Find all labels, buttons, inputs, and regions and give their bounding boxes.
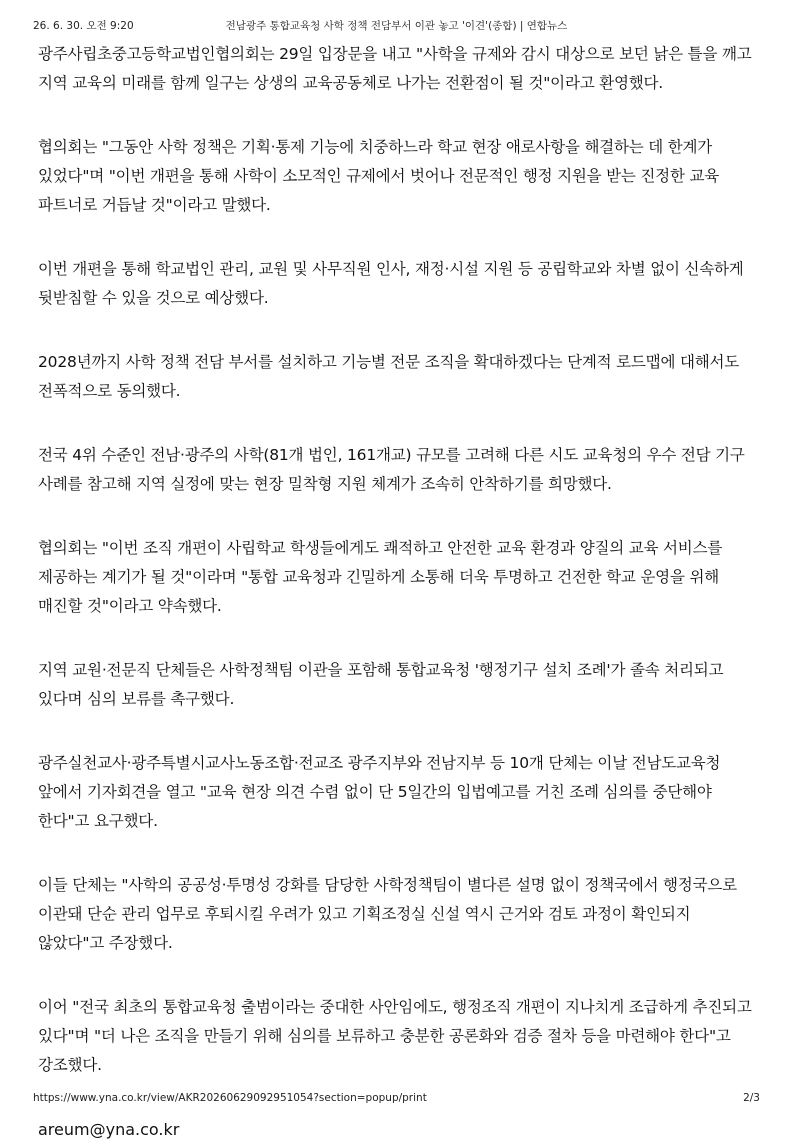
- article-paragraph: 광주실천교사·광주특별시교사노동조합·전교조 광주지부와 전남지부 등 10개 단체는 이날 전남도교육청 앞에서 기자회견을 열고 "교육 현장 의견 수렴 없이 단 5일간의 입법예고를 거친 조례 심의를 중단해야 한다"고 요구했다.: [38, 754, 721, 830]
- article-paragraph: 2028년까지 사학 정책 전담 부서를 설치하고 기능별 전문 조직을 확대하겠다는 단계적 로드맵에 대해서도 전폭적으로 동의했다.: [38, 353, 740, 400]
- print-datetime: 26. 6. 30. 오전 9:20: [33, 20, 134, 32]
- print-page-title: 전남광주 통합교육청 사학 정책 전담부서 이관 놓고 '이견'(종합) | 연합뉴스: [225, 20, 568, 32]
- article-paragraph: 지역 교원·전문직 단체들은 사학정책팀 이관을 포함해 통합교육청 '행정기구 설치 조례'가 졸속 처리되고 있다며 심의 보류를 촉구했다.: [38, 661, 724, 708]
- article-body: [38, 40, 758, 1144]
- print-footer: [33, 1092, 760, 1106]
- print-header: [33, 18, 760, 34]
- article-paragraph: 이번 개편을 통해 학교법인 관리, 교원 및 사무직원 인사, 재정·시설 지원 등 공립학교와 차별 없이 신속하게 뒷받침할 수 있을 것으로 예상했다.: [38, 260, 744, 307]
- article-paragraph: 이들 단체는 "사학의 공공성·투명성 강화를 담당한 사학정책팀이 별다른 설명 없이 정책국에서 행정국으로 이관돼 단순 관리 업무로 후퇴시킬 우려가 있고 기획조정실 신설 역시 근거와 검토 과정이 확인되지 않았다"고 주장했다.: [38, 876, 737, 952]
- print-url: https://www.yna.co.kr/view/AKR20260629092951054?section=popup/print: [33, 1092, 427, 1104]
- reporter-email: areum@yna.co.kr: [38, 1120, 180, 1139]
- page-number: 2/3: [743, 1092, 760, 1104]
- article-paragraph: 광주사립초중고등학교법인협의회는 29일 입장문을 내고 "사학을 규제와 감시 대상으로 보던 낡은 틀을 깨고 지역 교육의 미래를 함께 일구는 상생의 교육공동체로 나가는 전환점이 될 것"이라고 환영했다.: [38, 45, 752, 92]
- article-paragraph: 이어 "전국 최초의 통합교육청 출범이라는 중대한 사안임에도, 행정조직 개편이 지나치게 조급하게 추진되고 있다"며 "더 나은 조직을 만들기 위해 심의를 보류하고 충분한 공론화와 검증 절차 등을 마련해야 한다"고 강조했다.: [38, 998, 752, 1074]
- article-paragraph: 전국 4위 수준인 전남·광주의 사학(81개 법인, 161개교) 규모를 고려해 다른 시도 교육청의 우수 전담 기구 사례를 참고해 지역 실정에 맞는 현장 밀착형 지원 체계가 조속히 안착하기를 희망했다.: [38, 446, 745, 493]
- article-paragraph: 협의회는 "이번 조직 개편이 사립학교 학생들에게도 쾌적하고 안전한 교육 환경과 양질의 교육 서비스를 제공하는 계기가 될 것"이라며 "통합 교육청과 긴밀하게 소통해 더욱 투명하고 건전한 학교 운영을 위해 매진할 것"이라고 약속했다.: [38, 539, 723, 615]
- article-paragraph: 협의회는 "그동안 사학 정책은 기획·통제 기능에 치중하느라 학교 현장 애로사항을 해결하는 데 한계가 있었다"며 "이번 개편을 통해 사학이 소모적인 규제에서 벗어나 전문적인 행정 지원을 받는 진정한 교육 파트너로 거듭날 것"이라고 말했다.: [38, 138, 720, 214]
